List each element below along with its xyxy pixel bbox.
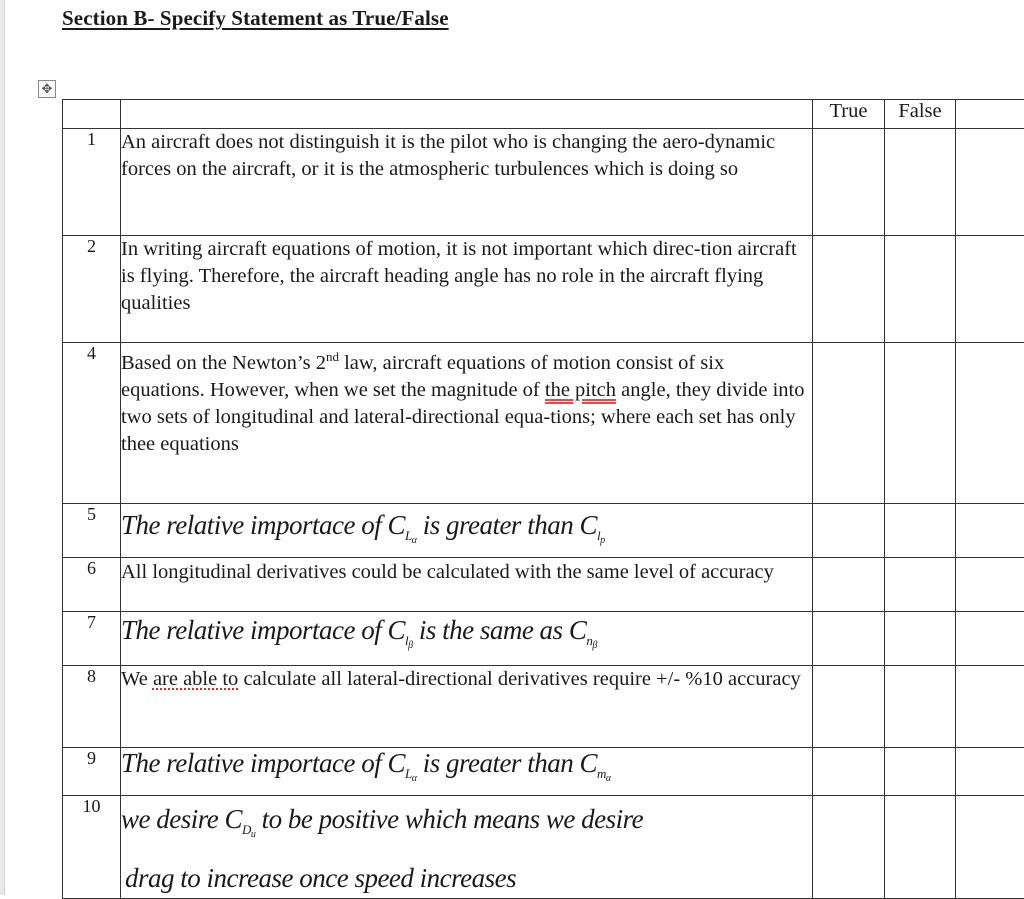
statement-text: All longitudinal derivatives could be calculated with the same level of accuracy	[121, 558, 813, 612]
table-header-row	[63, 100, 1024, 129]
grammar-flag: the pitch	[545, 379, 616, 401]
section-title: Section B- Specify Statement as True/False	[62, 6, 449, 31]
statement-equation: The relative importace of $C_{L_\alpha}$ is greater than $C_{l_p}$	[121, 504, 813, 558]
table-row	[63, 612, 1024, 666]
false-answer-cell[interactable]	[885, 129, 956, 236]
row-number: 4	[63, 343, 121, 504]
table-row	[63, 504, 1024, 558]
extra-cell	[956, 558, 1024, 612]
extra-cell	[956, 129, 1024, 236]
table-row	[63, 236, 1024, 343]
table-row	[63, 796, 1024, 899]
header-extra-cell	[956, 100, 1024, 129]
table-row	[63, 748, 1024, 796]
table-row	[63, 343, 1024, 504]
false-answer-cell[interactable]	[885, 343, 956, 504]
row-number: 7	[63, 612, 121, 666]
statement-equation: The relative importace of $C_{L_\alpha}$ is greater than $C_{m_\alpha}$	[121, 748, 813, 796]
true-answer-cell[interactable]	[813, 558, 885, 612]
true-false-table	[62, 99, 1024, 899]
statement-equation: we desire $C_{D_u}$ to be positive which means we desire drag to increase once speed increases	[121, 796, 813, 899]
false-answer-cell[interactable]	[885, 666, 956, 748]
extra-cell	[956, 236, 1024, 343]
header-statement-cell	[121, 100, 813, 129]
statement-text: In writing aircraft equations of motion, it is not important which direc-tion aircraft is flying. Therefore, the aircraft heading angle has no role in the aircraft flying qualities	[121, 236, 813, 343]
false-answer-cell[interactable]	[885, 612, 956, 666]
true-answer-cell[interactable]	[813, 796, 885, 899]
false-answer-cell[interactable]	[885, 236, 956, 343]
statement-text: An aircraft does not distinguish it is the pilot who is changing the aero-dynamic forces on the aircraft, or it is the atmospheric turbulences which is doing so	[121, 129, 813, 236]
false-answer-cell[interactable]	[885, 748, 956, 796]
extra-cell	[956, 612, 1024, 666]
table-move-handle-icon[interactable]: ✥	[38, 80, 56, 98]
row-number: 9	[63, 748, 121, 796]
header-true: True	[813, 100, 885, 129]
table-row	[63, 129, 1024, 236]
table-row	[63, 558, 1024, 612]
extra-cell	[956, 504, 1024, 558]
false-answer-cell[interactable]	[885, 504, 956, 558]
row-number: 8	[63, 666, 121, 748]
true-answer-cell[interactable]	[813, 612, 885, 666]
extra-cell	[956, 666, 1024, 748]
table-row	[63, 666, 1024, 748]
false-answer-cell[interactable]	[885, 558, 956, 612]
false-answer-cell[interactable]	[885, 796, 956, 899]
true-answer-cell[interactable]	[813, 504, 885, 558]
extra-cell	[956, 796, 1024, 899]
header-false: False	[885, 100, 956, 129]
row-number: 10	[63, 796, 121, 899]
header-num-cell	[63, 100, 121, 129]
row-number: 1	[63, 129, 121, 236]
row-number: 5	[63, 504, 121, 558]
extra-cell	[956, 343, 1024, 504]
true-answer-cell[interactable]	[813, 343, 885, 504]
extra-cell	[956, 748, 1024, 796]
row-number: 6	[63, 558, 121, 612]
spelling-flag: are able to	[153, 668, 238, 690]
row-number: 2	[63, 236, 121, 343]
statement-text: We are able to calculate all lateral-directional derivatives require +/- %10 accuracy	[121, 666, 813, 748]
true-answer-cell[interactable]	[813, 129, 885, 236]
true-answer-cell[interactable]	[813, 666, 885, 748]
true-answer-cell[interactable]	[813, 236, 885, 343]
statement-text: Based on the Newton’s 2nd law, aircraft equations of motion consist of six equations. However, when we set the magnitude of the pitch angle, they divide into two sets of longitudinal and lateral-directional equa-tions; where each set has only thee equations	[121, 343, 813, 504]
true-answer-cell[interactable]	[813, 748, 885, 796]
window-edge	[0, 0, 5, 895]
ordinal-superscript: nd	[326, 349, 339, 364]
statement-equation: The relative importace of $C_{l_\beta}$ is the same as $C_{n_\beta}$	[121, 612, 813, 666]
